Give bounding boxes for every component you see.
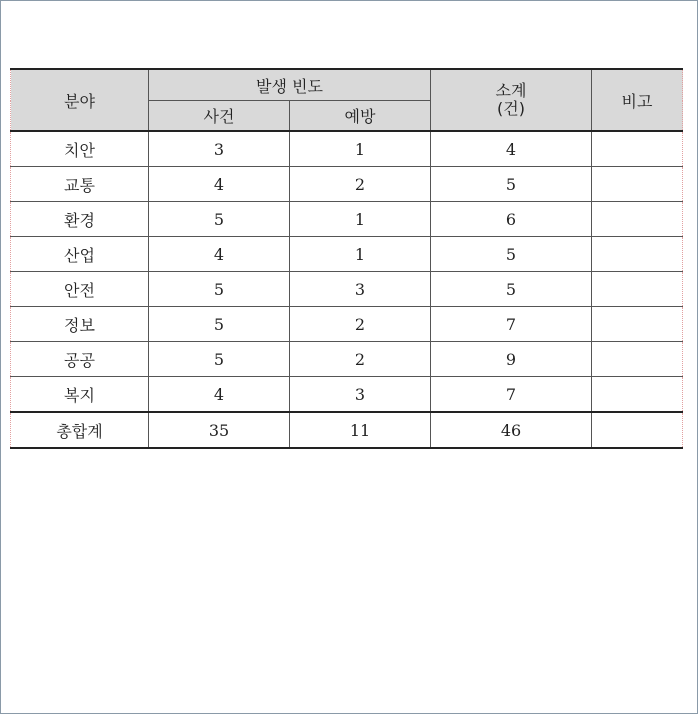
- cell-subtotal: 7: [431, 307, 592, 342]
- cell-field: 산업: [11, 237, 149, 272]
- total-remarks: [592, 412, 683, 448]
- total-prevention: 11: [290, 412, 431, 448]
- cell-subtotal: 9: [431, 342, 592, 377]
- cell-field: 환경: [11, 202, 149, 237]
- cell-remarks: [592, 202, 683, 237]
- cell-prevention: 3: [290, 272, 431, 307]
- cell-remarks: [592, 167, 683, 202]
- cell-subtotal: 7: [431, 377, 592, 413]
- table-row: [11, 202, 683, 237]
- table-row: [11, 342, 683, 377]
- cell-prevention: 2: [290, 307, 431, 342]
- header-subtotal: [431, 69, 592, 131]
- header-frequency-group: 발생 빈도: [149, 69, 431, 101]
- cell-subtotal: 6: [431, 202, 592, 237]
- cell-remarks: [592, 307, 683, 342]
- cell-field: 공공: [11, 342, 149, 377]
- table-row: [11, 167, 683, 202]
- cell-prevention: 1: [290, 131, 431, 167]
- cell-subtotal: 4: [431, 131, 592, 167]
- header-incident: 사건: [149, 101, 290, 132]
- frequency-table: [10, 68, 683, 449]
- cell-field: 복지: [11, 377, 149, 413]
- cell-prevention: 1: [290, 237, 431, 272]
- cell-incident: 3: [149, 131, 290, 167]
- cell-subtotal: 5: [431, 167, 592, 202]
- total-row: [11, 412, 683, 448]
- table-row: [11, 272, 683, 307]
- cell-incident: 4: [149, 167, 290, 202]
- table-body: [11, 131, 683, 448]
- cell-prevention: 2: [290, 167, 431, 202]
- header-subtotal-line2: (건): [497, 99, 525, 118]
- total-subtotal: 46: [431, 412, 592, 448]
- header-prevention: 예방: [290, 101, 431, 132]
- cell-incident: 4: [149, 377, 290, 413]
- total-label: 총합계: [11, 412, 149, 448]
- total-incident: 35: [149, 412, 290, 448]
- cell-field: 안전: [11, 272, 149, 307]
- table-row: [11, 307, 683, 342]
- cell-incident: 5: [149, 342, 290, 377]
- cell-prevention: 2: [290, 342, 431, 377]
- table-row: [11, 237, 683, 272]
- cell-remarks: [592, 342, 683, 377]
- header-subtotal-line1: 소계: [495, 81, 527, 100]
- cell-incident: 5: [149, 307, 290, 342]
- cell-prevention: 3: [290, 377, 431, 413]
- header-remarks: 비고: [592, 69, 683, 131]
- cell-remarks: [592, 377, 683, 413]
- cell-field: 교통: [11, 167, 149, 202]
- cell-subtotal: 5: [431, 237, 592, 272]
- table-row: [11, 377, 683, 413]
- table-header: [11, 69, 683, 131]
- cell-field: 정보: [11, 307, 149, 342]
- cell-subtotal: 5: [431, 272, 592, 307]
- cell-prevention: 1: [290, 202, 431, 237]
- cell-field: 치안: [11, 131, 149, 167]
- table-row: [11, 131, 683, 167]
- cell-remarks: [592, 272, 683, 307]
- header-field: 분야: [11, 69, 149, 131]
- cell-incident: 5: [149, 202, 290, 237]
- cell-remarks: [592, 237, 683, 272]
- cell-incident: 4: [149, 237, 290, 272]
- cell-incident: 5: [149, 272, 290, 307]
- cell-remarks: [592, 131, 683, 167]
